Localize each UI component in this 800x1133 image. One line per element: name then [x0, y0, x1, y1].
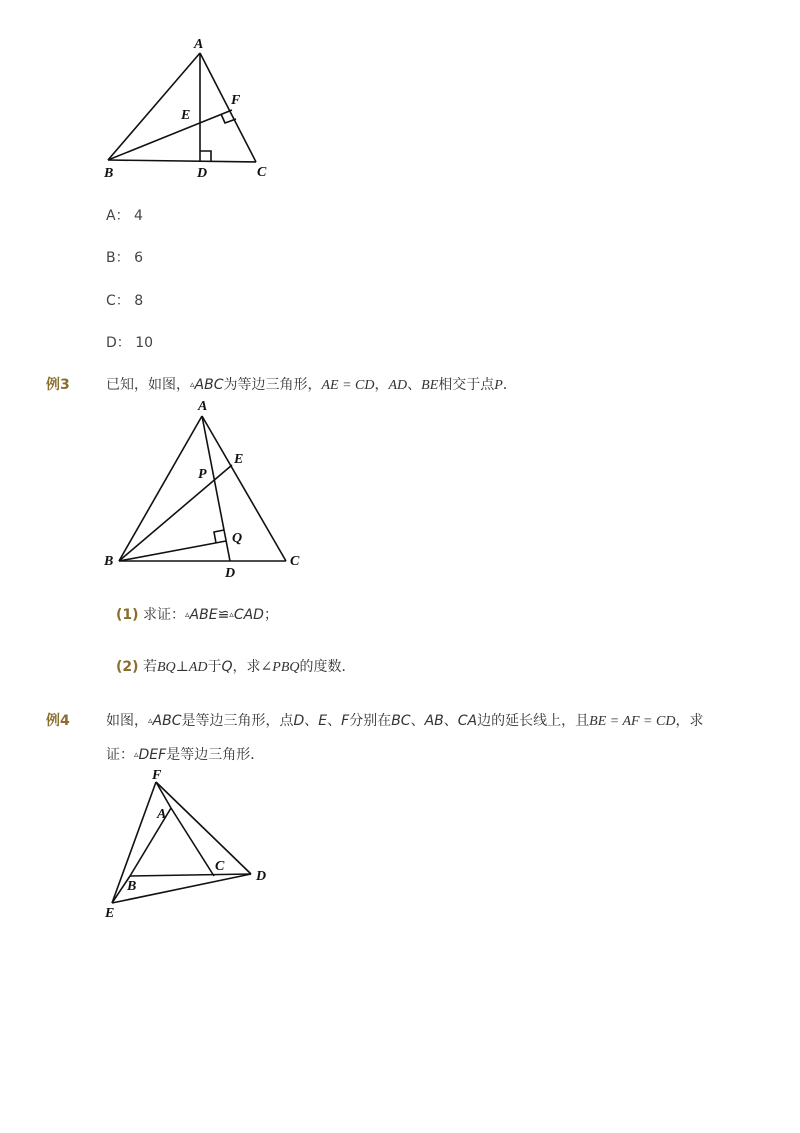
example-3-label: 例3 [46, 377, 70, 393]
figure-1 [90, 30, 290, 190]
label-f: F [231, 93, 241, 108]
label-b: B [104, 166, 114, 181]
segment-bc [130, 874, 251, 876]
option-b[interactable]: B： 6 [106, 250, 143, 266]
label-p: P [198, 467, 207, 482]
label-c: C [290, 554, 300, 569]
example-4-statement-line-1: 如图，▵ABC是等边三角形，点D、E、F分别在BC、AB、CA边的延长线上，且BE = AF = CD，求 [106, 713, 704, 729]
label-b: B [127, 879, 137, 894]
label-d: D [197, 166, 208, 181]
label-f: F [152, 768, 162, 783]
figure-3 [95, 760, 285, 930]
label-e: E [181, 108, 191, 123]
segment-bf [108, 110, 232, 160]
label-q: Q [232, 531, 243, 546]
segment-ab [108, 53, 200, 160]
segment-bq [119, 541, 226, 561]
label-b: B [104, 554, 114, 569]
label-e: E [105, 906, 115, 921]
segment-bc [108, 160, 256, 162]
option-d[interactable]: D： 10 [106, 335, 154, 351]
example-4-label: 例4 [46, 713, 70, 729]
segment-ac [200, 53, 256, 162]
example-3-question-2: (2) 若BQ⊥AD于Q，求∠PBQ的度数． [116, 659, 356, 675]
right-angle-mark-d [200, 151, 211, 161]
label-a: A [194, 37, 204, 52]
label-a: A [198, 399, 208, 414]
option-a[interactable]: A： 4 [106, 208, 143, 224]
label-c: C [215, 859, 225, 874]
label-c: C [257, 165, 267, 180]
option-c[interactable]: C： 8 [106, 293, 144, 309]
segment-ab [119, 416, 202, 561]
label-a: A [157, 807, 167, 822]
figure-2 [95, 390, 315, 580]
label-d: D [225, 566, 236, 580]
example-4-statement-line-2: 证：▵DEF是等边三角形． [106, 747, 265, 763]
example-3-question-1: (1) 求证：▵ABE≌▵CAD； [116, 607, 278, 623]
segment-be [119, 465, 232, 561]
example-3-statement: 已知，如图，▵ABC为等边三角形，AE = CD，AD、BE相交于点P． [106, 377, 517, 393]
label-d: D [256, 869, 267, 884]
label-e: E [234, 452, 244, 467]
